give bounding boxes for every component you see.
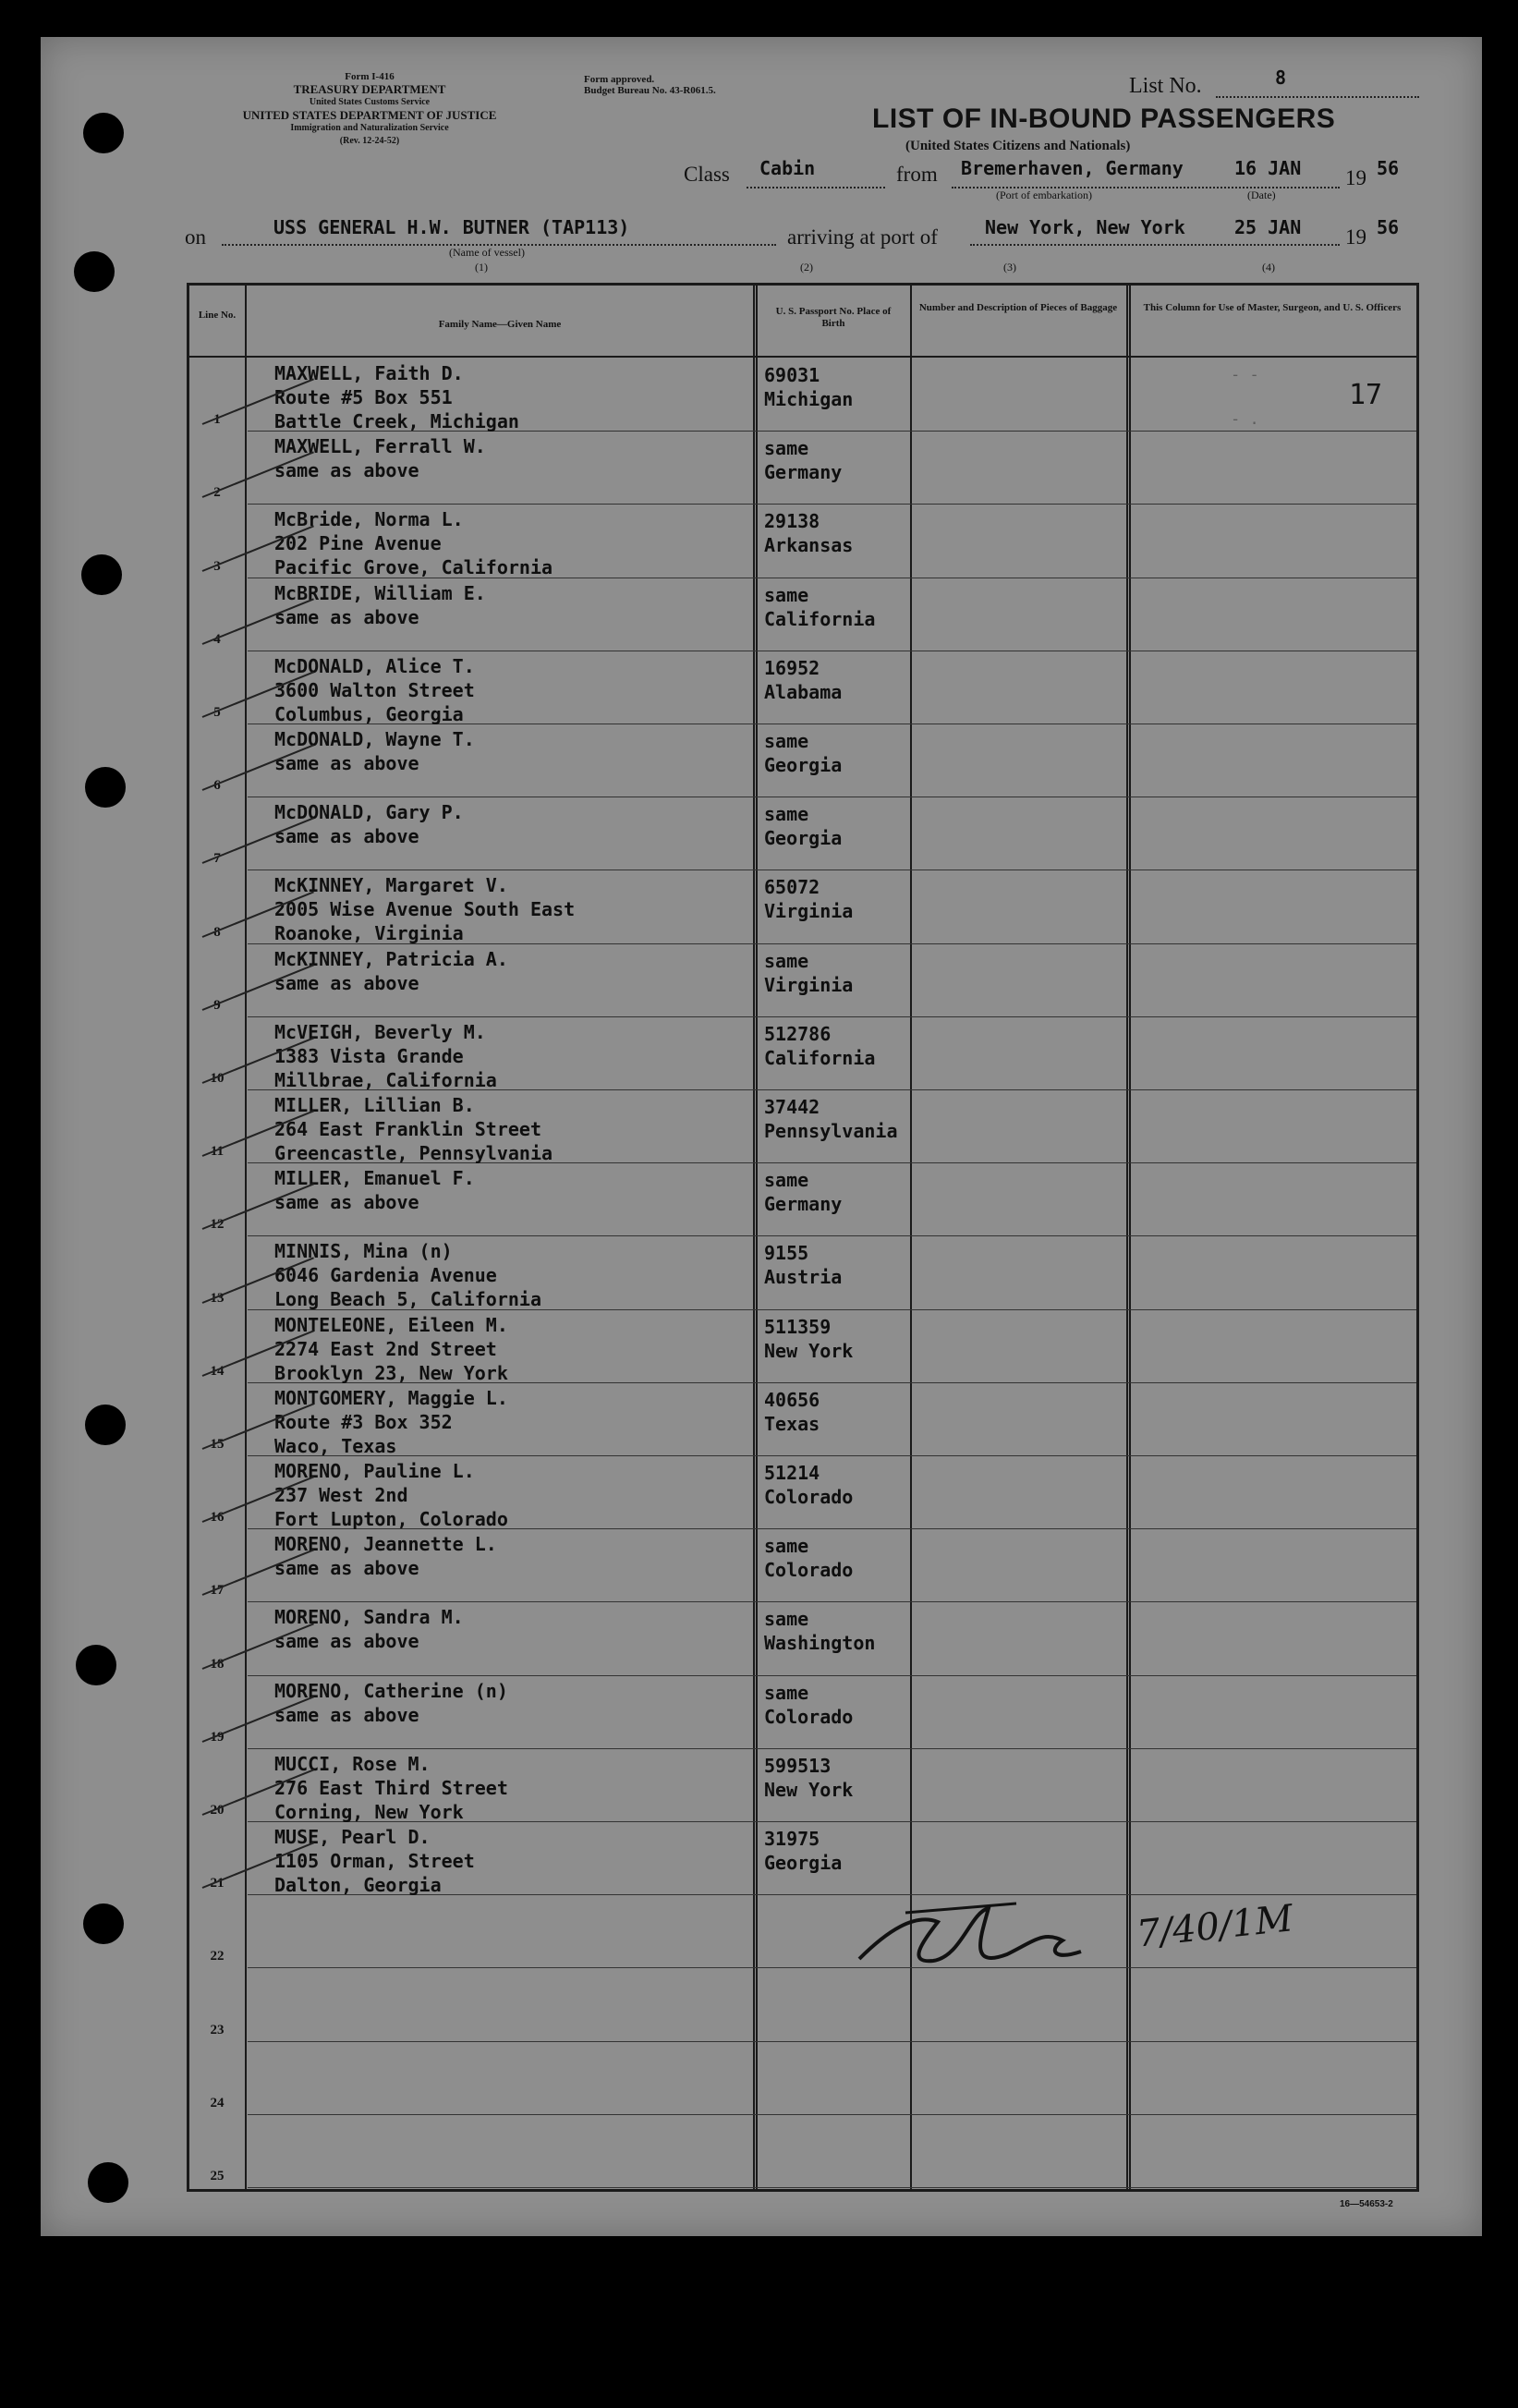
passenger-address: same as above [274, 605, 419, 628]
row-divider [248, 504, 1416, 505]
passenger-address: same as above [274, 1191, 419, 1214]
passport-birthplace [764, 1754, 930, 1802]
row-number: 6 [213, 778, 221, 794]
passport-birthplace [764, 1827, 930, 1875]
date-caption: (Date) [1247, 189, 1276, 201]
punch-hole [83, 113, 124, 153]
place-of-birth: Colorado [764, 1559, 854, 1582]
row-number: 10 [210, 1071, 225, 1086]
passenger-address: Corning, New York [274, 1800, 464, 1823]
passenger-name: MORENO, Catherine (n) [274, 1679, 508, 1702]
form-approval [584, 74, 716, 96]
passport-number: same [764, 730, 809, 752]
place-of-birth: Germany [764, 1193, 843, 1216]
passport-number: 31975 [764, 1828, 820, 1850]
list-no-value: 8 [1275, 67, 1287, 89]
passenger-address: same as above [274, 825, 419, 848]
passenger-address: Waco, Texas [274, 1434, 397, 1457]
dash-mark: - - [1231, 366, 1259, 384]
passport-number: same [764, 437, 809, 460]
passport-birthplace [764, 1534, 930, 1582]
place-of-birth: Virginia [764, 973, 854, 996]
table-row [274, 1239, 755, 1311]
passport-birthplace [764, 802, 930, 850]
dept-treasury-sub: United States Customs Service [309, 97, 431, 107]
dept-justice-sub: Immigration and Naturalization Service [290, 123, 449, 133]
table-row [274, 361, 755, 433]
passport-number: 9155 [764, 1242, 809, 1265]
place-of-birth: Georgia [764, 1852, 843, 1874]
approval-text: Form approved. [584, 74, 655, 85]
dash-mark: - . [1231, 410, 1259, 429]
passport-number: same [764, 949, 809, 972]
passenger-name: McDONALD, Wayne T. [274, 728, 475, 750]
year1-value: 56 [1377, 157, 1400, 179]
vessel-name: USS GENERAL H.W. BUTNER (TAP113) [273, 216, 630, 238]
passport-birthplace [764, 363, 930, 411]
passport-number: 37442 [764, 1096, 820, 1118]
row-divider [248, 1235, 1416, 1236]
row-number: 7 [213, 851, 221, 867]
punch-hole [85, 1405, 126, 1445]
list-no-label: List No. [1129, 74, 1202, 98]
passport-birthplace [764, 1168, 930, 1216]
row-number: 14 [210, 1363, 225, 1379]
passport-birthplace [764, 1681, 930, 1729]
row-number: 15 [210, 1437, 225, 1452]
passenger-address: Roanoke, Virginia [274, 922, 464, 945]
passport-number: 599513 [764, 1754, 832, 1777]
passenger-name: MORENO, Jeannette L. [274, 1533, 497, 1556]
budget-text: Budget Bureau No. 43-R061.5. [584, 85, 716, 96]
table-row [274, 1679, 755, 1727]
passenger-name: McKINNEY, Margaret V. [274, 874, 508, 897]
table-row [274, 947, 755, 995]
table-row [274, 1313, 755, 1385]
vessel-col-caption: (1) [475, 261, 488, 274]
row-number: 5 [213, 705, 221, 720]
passenger-address: same as above [274, 971, 419, 994]
row-number: 1 [213, 412, 221, 428]
passport-birthplace [764, 1095, 930, 1143]
table-row [274, 1825, 755, 1897]
table-row [274, 654, 755, 726]
table-row [274, 1020, 755, 1092]
passport-number: 16952 [764, 656, 820, 679]
revision: (Rev. 12-24-52) [339, 136, 400, 146]
col-head-passport: U. S. Passport No. Place of Birth [775, 306, 892, 329]
passenger-address: 6046 Gardenia Avenue [274, 1264, 497, 1287]
col-head-name: Family Name—Given Name [438, 319, 562, 330]
row-divider [248, 1675, 1416, 1676]
dept-treasury: TREASURY DEPARTMENT [293, 82, 446, 96]
punch-hole [83, 1903, 124, 1944]
passenger-address: 237 West 2nd [274, 1484, 408, 1506]
row-number: 24 [210, 2095, 225, 2110]
table-row [274, 1093, 755, 1165]
arrival-line [970, 244, 1340, 246]
page-title: LIST OF IN-BOUND PASSENGERS [872, 103, 1336, 134]
passenger-address: Millbrae, California [274, 1068, 497, 1091]
table-row [274, 873, 755, 945]
passport-number: 40656 [764, 1388, 820, 1411]
passport-number: 51214 [764, 1462, 820, 1484]
passport-number: same [764, 1169, 809, 1192]
passenger-name: McBRIDE, William E. [274, 581, 486, 604]
place-of-birth: Michigan [764, 388, 854, 410]
form-number: Form I-416 [345, 71, 395, 82]
col-head-line-no: Line No. [198, 310, 237, 321]
row-number: 21 [210, 1876, 225, 1891]
passport-number: 512786 [764, 1022, 832, 1045]
table-row [274, 800, 755, 848]
passenger-address: Columbus, Georgia [274, 702, 464, 725]
passenger-name: MAXWELL, Faith D. [274, 362, 464, 384]
place-of-birth: Texas [764, 1412, 820, 1435]
passenger-address: same as above [274, 1557, 419, 1580]
passenger-address: same as above [274, 1703, 419, 1726]
passport-birthplace [764, 509, 930, 557]
row-number: 17 [210, 1583, 225, 1599]
passport-birthplace [764, 656, 930, 704]
passenger-name: McVEIGH, Beverly M. [274, 1020, 486, 1043]
year2-prefix: 19 [1345, 225, 1366, 249]
row-divider [248, 2187, 1416, 2188]
table-row [274, 507, 755, 579]
passport-birthplace [764, 949, 930, 997]
passport-birthplace [764, 1388, 930, 1436]
place-of-birth: Washington [764, 1632, 876, 1655]
row-number: 8 [213, 924, 221, 940]
passenger-name: McDONALD, Gary P. [274, 801, 464, 824]
header-divider [189, 356, 1416, 358]
table-row [274, 434, 755, 482]
row-number: 13 [210, 1290, 225, 1306]
row-divider [248, 2041, 1416, 2042]
arriving-label: arriving at port of [787, 225, 938, 249]
passenger-name: MILLER, Emanuel F. [274, 1167, 475, 1190]
passenger-name: McBride, Norma L. [274, 508, 464, 531]
row-number: 22 [210, 1949, 225, 1964]
place-of-birth: Virginia [764, 900, 854, 923]
row-number: 11 [210, 1144, 225, 1160]
passport-birthplace [764, 1461, 930, 1509]
passport-number: 29138 [764, 510, 820, 533]
passport-number: same [764, 583, 809, 606]
row-number: 16 [210, 1510, 225, 1526]
passenger-address: same as above [274, 459, 419, 482]
list-no-line [1216, 96, 1419, 98]
row-number: 9 [213, 997, 221, 1013]
class-label: Class [684, 163, 730, 186]
passenger-address: Fort Lupton, Colorado [274, 1508, 508, 1530]
punch-hole [81, 554, 122, 595]
passenger-address: Greencastle, Pennsylvania [274, 1142, 553, 1164]
form-header-left [176, 70, 564, 148]
passport-birthplace [764, 875, 930, 923]
place-of-birth: Georgia [764, 754, 843, 776]
table-row [274, 581, 755, 629]
place-of-birth: Georgia [764, 827, 843, 850]
vessel-caption: (Name of vessel) [449, 246, 525, 259]
passport-number: same [764, 1608, 809, 1631]
punch-hole [76, 1645, 116, 1685]
place-of-birth: Alabama [764, 680, 843, 703]
passenger-address: 276 East Third Street [274, 1776, 508, 1799]
row-number: 19 [210, 1729, 225, 1745]
col4-caption: (4) [1262, 261, 1275, 274]
passenger-name: MONTGOMERY, Maggie L. [274, 1386, 508, 1409]
passenger-address: same as above [274, 1630, 419, 1653]
embark-port: Bremerhaven, Germany [961, 157, 1184, 179]
passenger-name: McDONALD, Alice T. [274, 654, 475, 677]
punch-hole [85, 767, 126, 808]
table-row [274, 1386, 755, 1458]
passenger-address: 264 East Franklin Street [274, 1118, 541, 1140]
passenger-address: Route #5 Box 551 [274, 386, 453, 408]
passenger-address: 3600 Walton Street [274, 678, 475, 701]
passport-number: same [764, 803, 809, 826]
passenger-address: same as above [274, 752, 419, 774]
passport-number: 511359 [764, 1315, 832, 1338]
signature-note: 7/40/1M [1135, 1897, 1295, 1956]
place-of-birth: Austria [764, 1266, 843, 1289]
passenger-address: Dalton, Georgia [274, 1874, 442, 1896]
passenger-address: 2005 Wise Avenue South East [274, 898, 576, 921]
punch-hole [88, 2162, 128, 2203]
table-row [274, 1532, 755, 1580]
table-row [274, 1605, 755, 1653]
row-number: 23 [210, 2022, 225, 2037]
passenger-address: 2274 East 2nd Street [274, 1337, 497, 1360]
arrival-date: 25 JAN [1234, 216, 1302, 238]
row-number: 20 [210, 1803, 225, 1818]
punch-hole [74, 251, 115, 292]
passport-birthplace [764, 583, 930, 631]
table-row [274, 1166, 755, 1214]
passport-birthplace [764, 1607, 930, 1655]
passenger-address: Route #3 Box 352 [274, 1410, 453, 1433]
passport-birthplace [764, 729, 930, 777]
passenger-name: MUCCI, Rose M. [274, 1752, 431, 1775]
place-of-birth: Pennsylvania [764, 1120, 898, 1142]
dept-justice: UNITED STATES DEPARTMENT OF JUSTICE [242, 108, 497, 122]
class-line [747, 187, 885, 189]
table-row [274, 727, 755, 775]
passport-number: 69031 [764, 364, 820, 386]
passenger-address: Pacific Grove, California [274, 556, 553, 579]
passport-number: 65072 [764, 876, 820, 899]
row-divider [248, 1748, 1416, 1749]
place-of-birth: Colorado [764, 1705, 854, 1728]
col3-caption: (3) [1003, 261, 1016, 274]
row-number: 18 [210, 1656, 225, 1672]
passenger-name: MORENO, Pauline L. [274, 1460, 475, 1482]
row-number: 25 [210, 2169, 225, 2183]
passport-birthplace [764, 1315, 930, 1363]
place-of-birth: New York [764, 1339, 854, 1362]
passenger-address: 1383 Vista Grande [274, 1044, 464, 1067]
embark-date: 16 JAN [1234, 157, 1302, 179]
class-value: Cabin [759, 157, 816, 179]
place-of-birth: California [764, 1046, 876, 1069]
form-code: 16—54653-2 [1340, 2199, 1393, 2209]
table-row [274, 1459, 755, 1531]
passenger-name: MUSE, Pearl D. [274, 1826, 431, 1848]
row-number: 2 [213, 485, 221, 501]
col-head-officers: This Column for Use of Master, Surgeon, and U. S. Officers [1143, 302, 1402, 313]
arrival-port: New York, New York [985, 216, 1185, 238]
passport-birthplace [764, 1022, 930, 1070]
year2-value: 56 [1377, 216, 1400, 238]
col2-caption: (2) [800, 261, 813, 274]
from-label: from [896, 163, 938, 186]
passenger-address: 1105 Orman, Street [274, 1850, 475, 1872]
place-of-birth: Arkansas [764, 534, 854, 557]
passenger-name: MAXWELL, Ferrall W. [274, 435, 486, 458]
row-divider [248, 1601, 1416, 1602]
row-divider [248, 2114, 1416, 2115]
passenger-name: McKINNEY, Patricia A. [274, 947, 508, 970]
place-of-birth: Germany [764, 461, 843, 484]
row-number: 4 [213, 631, 221, 647]
page-subtitle: (United States Citizens and Nationals) [905, 139, 1131, 153]
passenger-name: MILLER, Lillian B. [274, 1094, 475, 1116]
table-row [274, 1752, 755, 1824]
passport-birthplace [764, 436, 930, 484]
row-number: 12 [210, 1217, 225, 1233]
col-divider [245, 286, 247, 2189]
passenger-address: Long Beach 5, California [274, 1288, 541, 1311]
row-divider [248, 1016, 1416, 1017]
passenger-name: MORENO, Sandra M. [274, 1606, 464, 1629]
col-head-baggage: Number and Description of Pieces of Baggage [918, 302, 1118, 313]
place-of-birth: Colorado [764, 1486, 854, 1508]
passenger-name: MINNIS, Mina (n) [274, 1240, 453, 1263]
place-of-birth: California [764, 607, 876, 630]
passenger-name: MONTELEONE, Eileen M. [274, 1313, 508, 1336]
passport-birthplace [764, 1241, 930, 1289]
passenger-address: Brooklyn 23, New York [274, 1361, 508, 1384]
passenger-address: Battle Creek, Michigan [274, 410, 519, 432]
passenger-address: 202 Pine Avenue [274, 532, 442, 555]
year1-prefix: 19 [1345, 166, 1366, 189]
passport-number: same [764, 1681, 809, 1704]
row-number: 3 [213, 558, 221, 574]
embark-port-caption: (Port of embarkation) [996, 189, 1092, 201]
count-mark: 17 [1349, 379, 1383, 411]
place-of-birth: New York [764, 1778, 854, 1801]
on-label: on [185, 225, 206, 249]
passport-number: same [764, 1535, 809, 1558]
